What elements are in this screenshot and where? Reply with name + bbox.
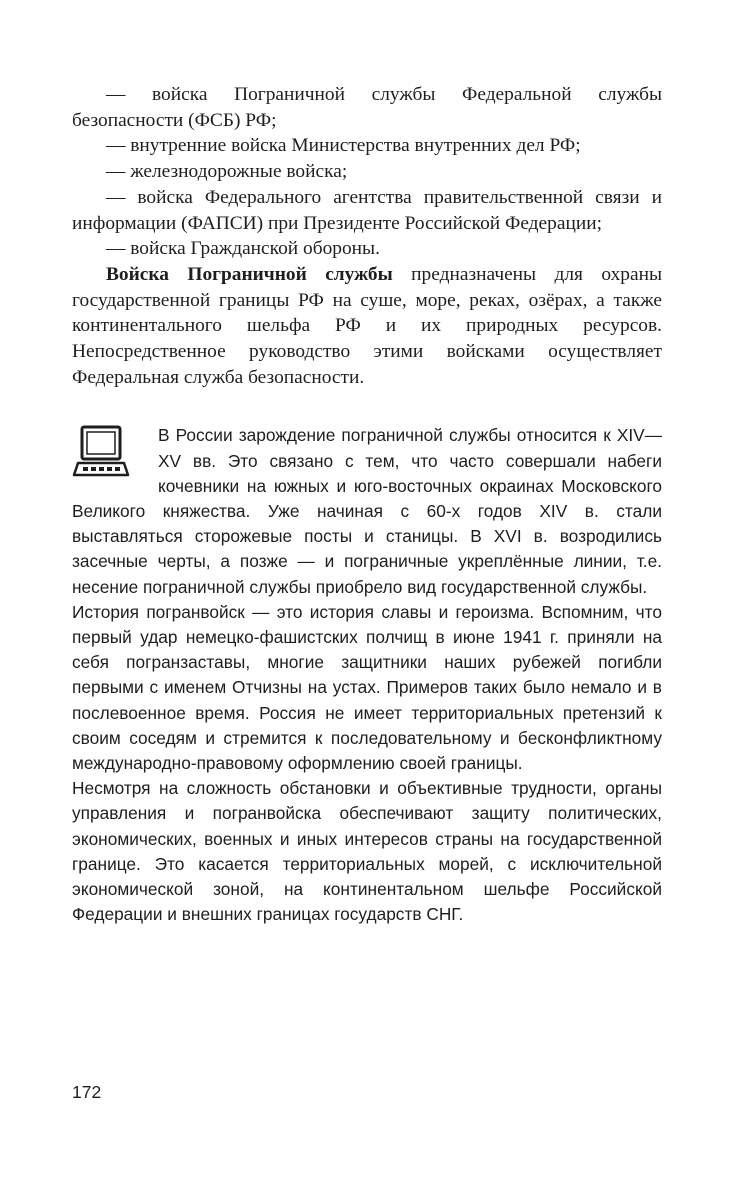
bold-term: Войска Пограничной службы [106,263,393,285]
list-item: — войска Гражданской обороны. [106,238,380,260]
border-service-paragraph [72,262,662,391]
list-item: — железнодорожные войска; [106,161,348,183]
page-content [72,82,662,928]
list-item: — войска Федерального агентства правительственной связи и информации (ФАПСИ) при Президенте Российской Федерации; [72,186,662,234]
list-item: — войска Пограничной службы Федеральной службы безопасности (ФСБ) РФ; [72,84,662,131]
history-section [72,423,662,927]
serif-section [72,82,662,390]
computer-icon [72,425,156,489]
paragraph-text: В России зарождение пограничной службы относится к XIV—XV вв. Это связано с тем, что часто совершали набеги кочевники на южных и юго-восточных окраинах Московского Великого княжества. Уже начиная с 60-х годов XIV в. стали выставляться сторожевые посты и станицы. В XVI в. возродились засечные черты, а позже — и пограничные укреплённые линии, т.е. несение пограничной службы приобрело вид государственной службы. [72,425,662,597]
history-paragraph [72,423,662,599]
history-paragraph: Несмотря на сложность обстановки и объективные трудности, органы управления и погранвойска обеспечивают защиту политических, экономических, военных и иных интересов страны на государственной границе. Это касается территориальных морей, с исключительной экономической зоной, на континентальном шельфе Российской Федерации и внешних границах государств СНГ. [72,778,662,925]
paragraph-text: предназначены для охраны государственной границы РФ на суше, море, реках, озёрах, а также континентального шельфа РФ и их природных ресурсов. Непосредственное руководство этими войсками осуществляет Федеральная служба безопасности. [72,263,662,388]
list-item: — внутренние войска Министерства внутренних дел РФ; [106,135,581,157]
page-number: 172 [72,1082,102,1102]
history-paragraph: История погранвойск — это история славы и героизма. Вспомним, что первый удар немецко-фашистских полчищ в июне 1941 г. приняли на себя погранзаставы, многие защитники наших рубежей погибли первыми с именем Отчизны на устах. Примеров таких было немало и в послевоенное время. Россия не имеет территориальных претензий к своим соседям и стремится к последовательному и бесконфликтному международно-правовому оформлению своей границы. [72,601,662,774]
